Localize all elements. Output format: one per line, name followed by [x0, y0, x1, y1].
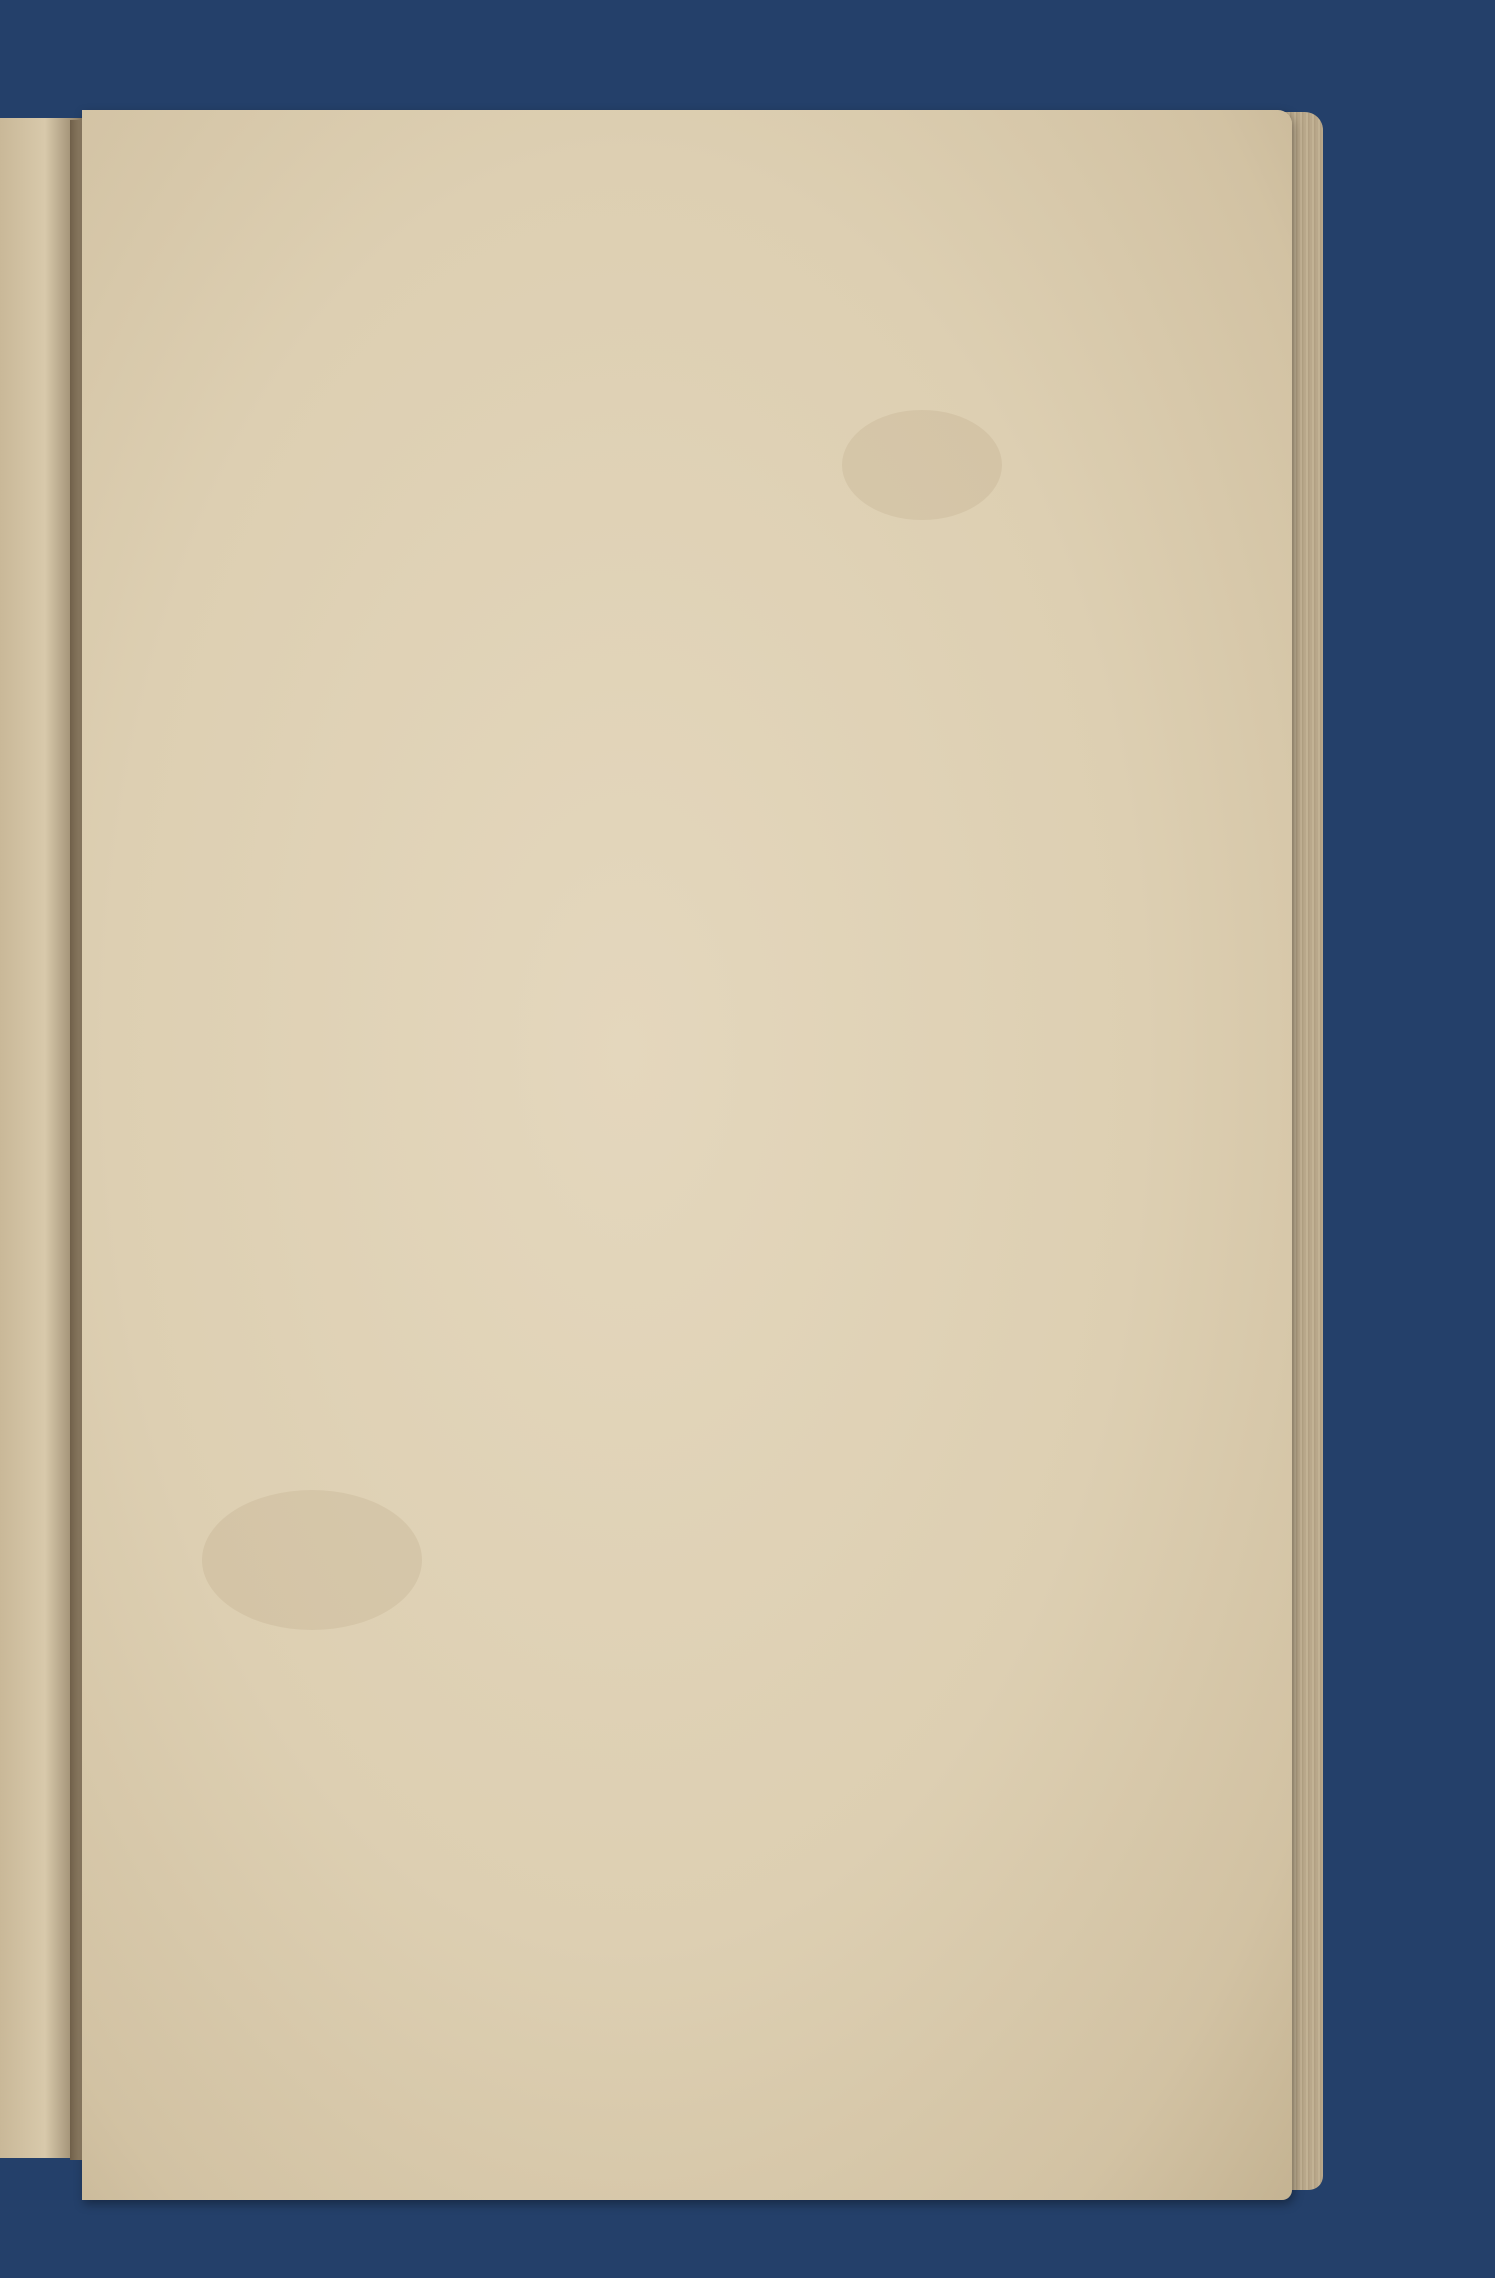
paper-stain — [202, 1490, 422, 1630]
book-page — [82, 110, 1292, 2200]
page-header — [232, 255, 1112, 325]
paper-stain — [842, 410, 1002, 520]
page-footer — [232, 329, 1112, 379]
page-text — [232, 255, 1112, 379]
